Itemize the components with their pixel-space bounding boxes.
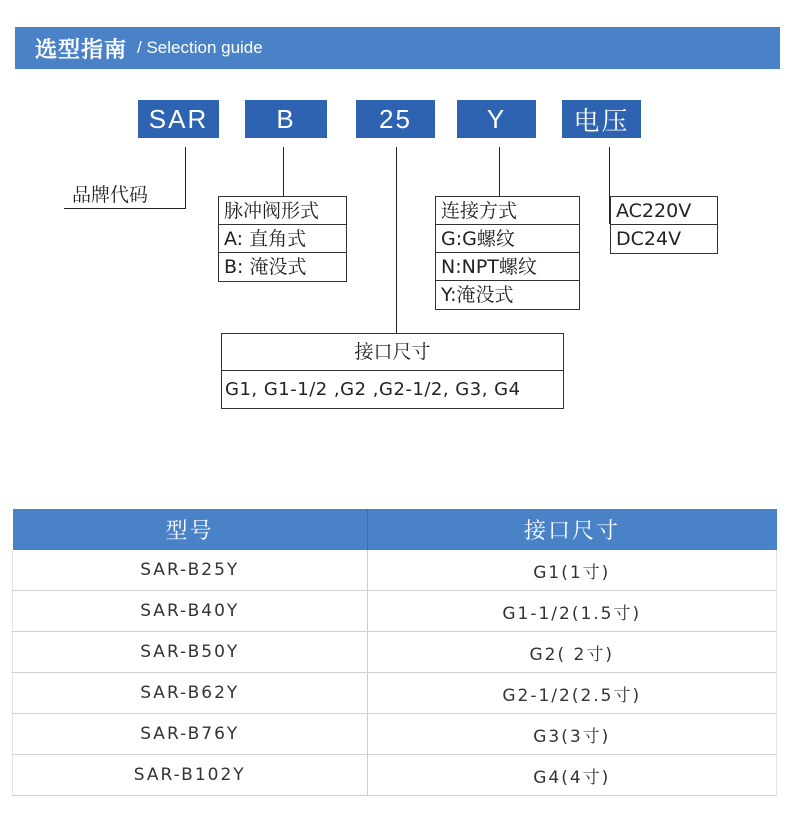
connector-line: [396, 147, 397, 334]
section-title: 选型指南: [35, 37, 128, 63]
port-size-box: [221, 333, 564, 409]
size-cell: G1-1/2(1.5寸): [367, 591, 777, 632]
pulse-valve-title: 脉冲阀形式: [219, 197, 346, 225]
connection-list: [435, 196, 580, 310]
section-subtitle: / Selection guide: [137, 38, 263, 57]
voltage-list: [610, 196, 718, 254]
code-voltage: 电压: [562, 100, 641, 138]
table-row: [13, 673, 777, 714]
table-header-port-size: 接口尺寸: [367, 509, 777, 550]
table-row: [13, 714, 777, 755]
table-row: [13, 591, 777, 632]
code-port-size: 25: [356, 100, 435, 138]
size-cell: G3(3寸): [367, 714, 777, 755]
connector-line: [499, 147, 500, 197]
connector-line: [609, 147, 610, 197]
section-banner: [15, 27, 780, 69]
size-cell: G2( 2寸): [367, 632, 777, 673]
code-brand: SAR: [138, 100, 219, 138]
model-cell: SAR-B25Y: [13, 550, 368, 591]
pulse-valve-option: A: 直角式: [219, 225, 346, 253]
size-cell: G2-1/2(2.5寸): [367, 673, 777, 714]
connection-option: Y:淹没式: [441, 284, 514, 306]
size-cell: G4(4寸): [367, 755, 777, 796]
code-valve-type: B: [245, 100, 327, 138]
connection-title: 连接方式: [436, 197, 579, 225]
model-cell: SAR-B76Y: [13, 714, 368, 755]
connection-option: N:NPT螺纹: [436, 253, 579, 281]
port-size-values: G1, G1-1/2 ,G2 ,G2-1/2, G3, G4: [225, 379, 521, 400]
table-header-row: [13, 509, 777, 550]
model-cell: SAR-B62Y: [13, 673, 368, 714]
model-cell: SAR-B50Y: [13, 632, 368, 673]
model-table: [12, 509, 777, 796]
table-row: [13, 632, 777, 673]
code-connection: Y: [457, 100, 536, 138]
voltage-option: AC220V: [611, 197, 717, 225]
size-cell: G1(1寸): [367, 550, 777, 591]
model-cell: SAR-B102Y: [13, 755, 368, 796]
model-cell: SAR-B40Y: [13, 591, 368, 632]
brand-label: 品牌代码: [72, 184, 149, 206]
table-row: [13, 550, 777, 591]
table-header-model: 型号: [13, 509, 368, 550]
voltage-option: DC24V: [616, 228, 682, 250]
pulse-valve-option: B: 淹没式: [224, 256, 307, 278]
connector-line: [185, 147, 186, 209]
connector-line: [64, 208, 186, 209]
connector-line: [283, 147, 284, 197]
connection-option: G:G螺纹: [436, 225, 579, 253]
pulse-valve-list: [218, 196, 347, 282]
port-size-title: 接口尺寸: [222, 334, 563, 371]
table-row: [13, 755, 777, 796]
